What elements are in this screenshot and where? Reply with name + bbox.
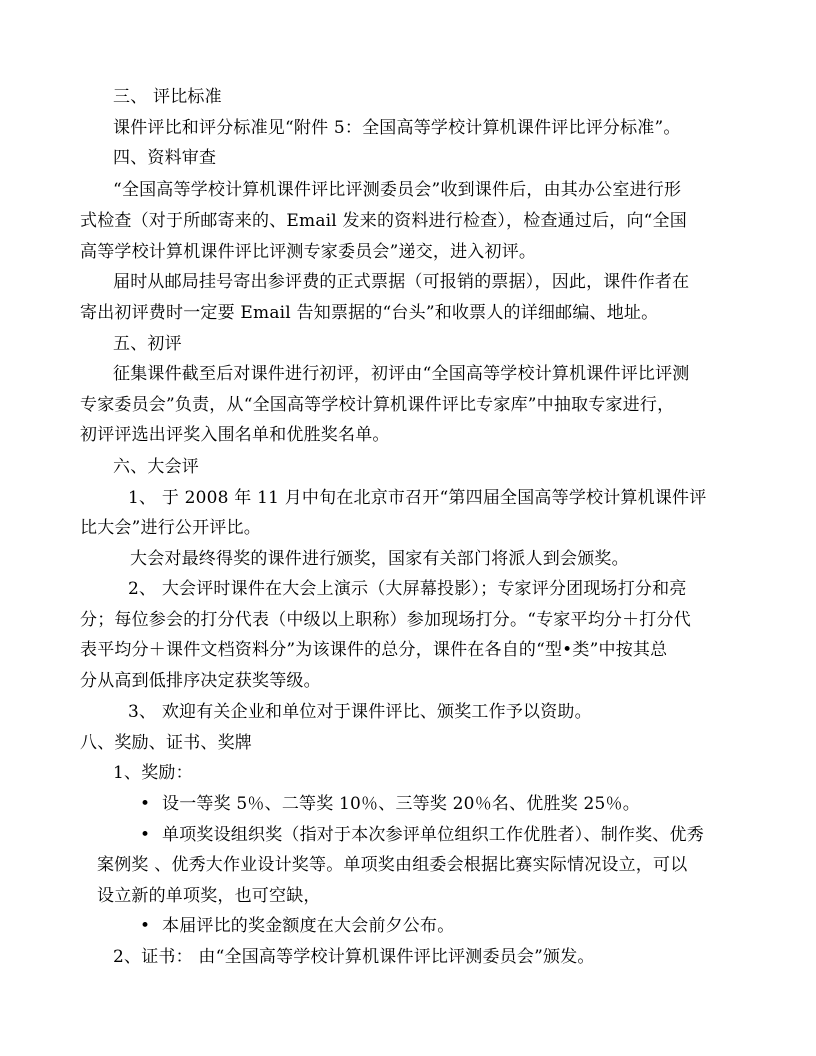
bullet-text-line: 案例奖 、优秀大作业设计奖等。单项奖由组委会根据比赛实际情况设立，可以 <box>97 855 688 875</box>
bullet-text: 本届评比的奖金额度在大会前夕公布。 <box>162 916 455 936</box>
paragraph: 课件评比和评分标准见“附件 5：全国高等学校计算机课件评比评分标准”。 <box>113 118 681 138</box>
list-item: 3、 欢迎有关企业和单位对于课件评比、颁奖工作予以资助。 <box>128 702 592 722</box>
paragraph-line: “全国高等学校计算机课件评比评测委员会”收到课件后，由其办公室进行形 <box>113 180 682 200</box>
section-heading-8: 八、奖励、证书、奖牌 <box>80 733 252 753</box>
bullet-item <box>140 823 704 847</box>
paragraph-line: 高等学校计算机课件评比评测专家委员会”递交，进入初评。 <box>80 242 537 262</box>
bullet-text: 单项奖设组织奖（指对于本次参评单位组织工作优胜者）、制作奖、优秀 <box>162 825 704 845</box>
list-item-line: 分从高到低排序决定获奖等级。 <box>80 671 321 691</box>
list-item-line: 比大会”进行公开评比。 <box>80 518 261 538</box>
list-item-line: 1、 于 2008 年 11 月中旬在北京市召开“第四届全国高等学校计算机课件评 <box>128 488 707 508</box>
list-item-line: 表平均分＋课件文档资料分”为该课件的总分，课件在各自的“型•类”中按其总 <box>80 640 668 660</box>
bullet-icon: • <box>140 825 151 845</box>
bullet-icon: • <box>140 916 151 936</box>
subheading: 2、证书： 由“全国高等学校计算机课件评比评测委员会”颁发。 <box>113 947 595 967</box>
list-item-line: 分；每位参会的打分代表（中级以上职称）参加现场打分。“专家平均分＋打分代 <box>80 610 691 630</box>
subheading: 1、奖励： <box>113 763 193 783</box>
section-heading-6: 六、大会评 <box>113 457 199 477</box>
bullet-item <box>140 914 454 938</box>
bullet-text: 设一等奖 5％、二等奖 10％、三等奖 20％名、优胜奖 25％。 <box>162 794 640 814</box>
paragraph-line: 寄出初评费时一定要 Email 告知票据的“台头”和收票人的详细邮编、地址。 <box>80 303 659 323</box>
bullet-item <box>140 792 640 816</box>
paragraph-line: 届时从邮局挂号寄出参评费的正式票据（可报销的票据），因此，课件作者在 <box>113 272 690 292</box>
paragraph: 大会对最终得奖的课件进行颁奖，国家有关部门将派人到会颁奖。 <box>130 549 629 569</box>
paragraph-line: 征集课件截至后对课件进行初评，初评由“全国高等学校计算机课件评比评测 <box>113 364 690 384</box>
bullet-icon: • <box>140 794 151 814</box>
list-item-line: 2、 大会评时课件在大会上演示（大屏幕投影）；专家评分团现场打分和亮 <box>128 579 687 599</box>
section-heading-3: 三、 评比标准 <box>113 87 222 107</box>
paragraph-line: 式检查（对于所邮寄来的、Email 发来的资料进行检查），检查通过后，向“全国 <box>80 211 687 231</box>
section-heading-5: 五、初评 <box>113 334 182 354</box>
section-heading-4: 四、资料审查 <box>113 148 217 168</box>
bullet-text-line: 设立新的单项奖，也可空缺， <box>97 886 321 906</box>
paragraph-line: 初评评选出评奖入围名单和优胜奖名单。 <box>80 425 390 445</box>
paragraph-line: 专家委员会”负责，从“全国高等学校计算机课件评比专家库”中抽取专家进行， <box>80 395 675 415</box>
